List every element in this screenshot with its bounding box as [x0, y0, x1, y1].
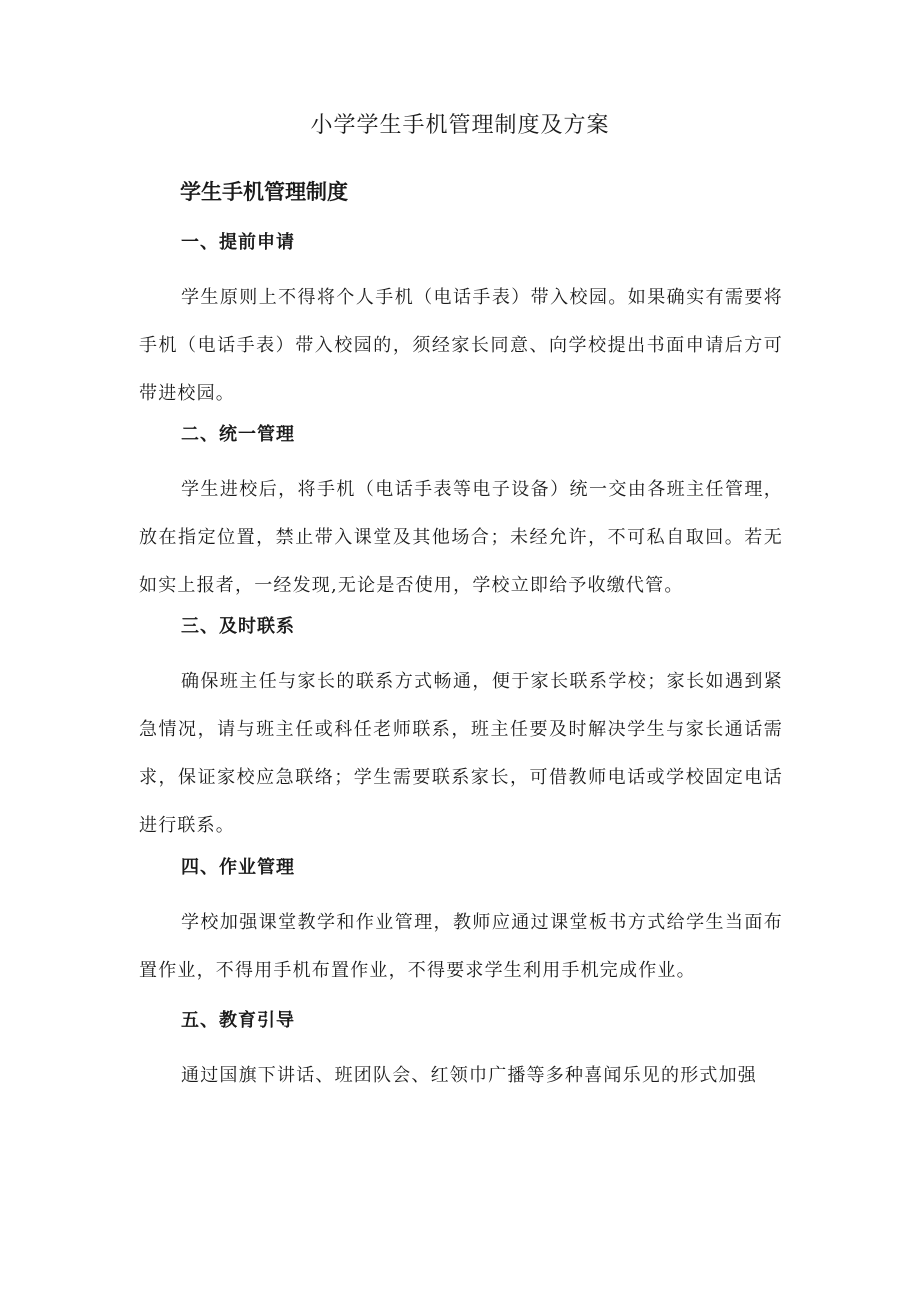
section-contact	[139, 612, 783, 850]
section-body: 学生原则上不得将个人手机（电话手表）带入校园。如果确实有需要将手机（电话手表）带入校园的，须经家长同意、向学校提出书面申请后方可带进校园。	[139, 287, 783, 404]
section-heading: 四、作业管理	[181, 857, 295, 878]
section-body: 学校加强课堂教学和作业管理，教师应通过课堂板书方式给学生当面布置作业，不得用手机布置作业，不得要求学生利用手机完成作业。	[139, 912, 783, 981]
section-body: 确保班主任与家长的联系方式畅通，便于家长联系学校；家长如遇到紧急情况，请与班主任或科任老师联系，班主任要及时解决学生与家长通话需求，保证家校应急联络；学生需要联系家长，可借教师电话或学校固定电话进行联系。	[139, 671, 783, 836]
section-body: 通过国旗下讲话、班团队会、红领巾广播等多种喜闻乐见的形式加强	[181, 1065, 757, 1086]
section-guidance	[139, 1006, 783, 1100]
section-heading: 五、教育引导	[181, 1010, 295, 1031]
section-body: 学生进校后，将手机（电话手表等电子设备）统一交由各班主任管理，放在指定位置，禁止带入课堂及其他场合；未经允许，不可私自取回。若无如实上报者，一经发现,无论是否使用，学校立即给予收缴代管。	[139, 479, 783, 596]
section-homework	[139, 853, 783, 995]
section-heading: 一、提前申请	[181, 232, 295, 253]
section-management	[139, 420, 783, 610]
section-heading: 三、及时联系	[181, 616, 295, 637]
section-application	[139, 228, 783, 418]
page-title: 小学学生手机管理制度及方案	[310, 113, 610, 138]
section-heading: 二、统一管理	[181, 424, 295, 445]
document-subtitle: 学生手机管理制度	[180, 180, 348, 204]
